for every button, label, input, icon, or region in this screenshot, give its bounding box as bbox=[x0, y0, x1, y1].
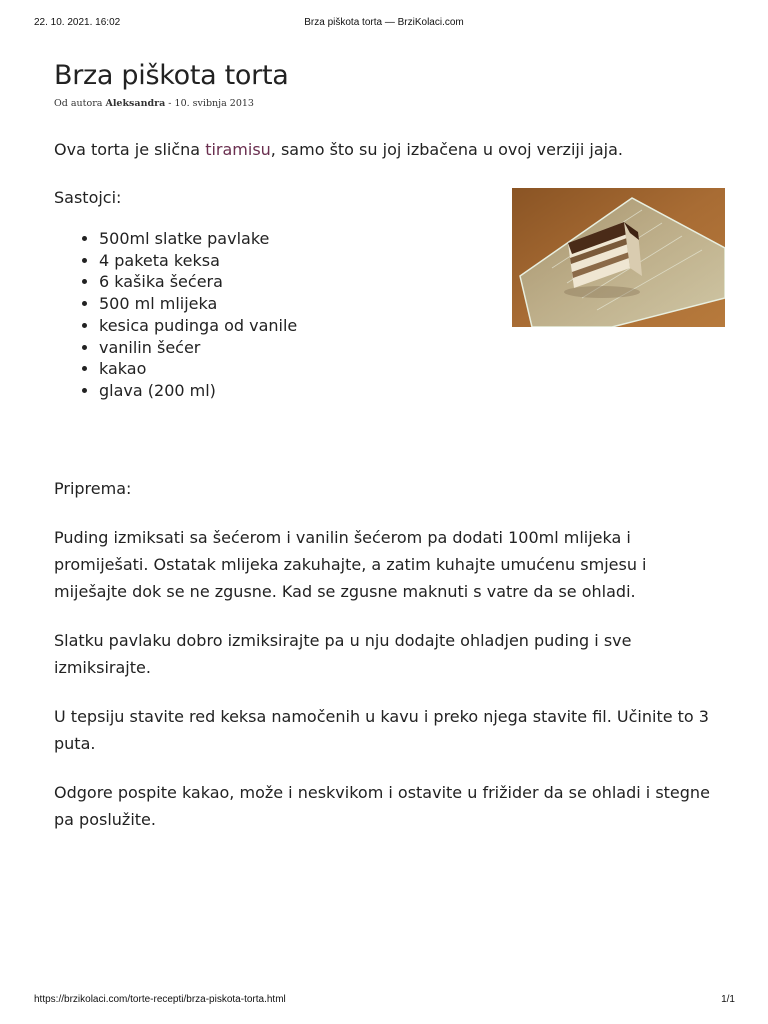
byline-prefix: Od autora bbox=[54, 98, 103, 109]
ingredient-item: • 500 ml mlijeka bbox=[99, 293, 714, 315]
cake-photo bbox=[512, 188, 725, 327]
print-page-number: 1/1 bbox=[721, 994, 735, 1005]
preparation-paragraph: Odgore pospite kakao, može i neskvikom i ostavite u frižider da se ohladi i stegne pa poslužite. bbox=[54, 782, 710, 829]
preparation-heading: Priprema: bbox=[54, 478, 132, 498]
article-title: Brza piškota torta bbox=[54, 60, 289, 91]
tiramisu-link[interactable]: tiramisu bbox=[205, 140, 271, 159]
ingredient-item: • kesica pudinga od vanile bbox=[99, 315, 714, 337]
preparation-paragraph: Puding izmiksati sa šećerom i vanilin šećerom pa dodati 100ml mlijeka i promiješati. Ostatak mlijeka zakuhajte, a zatim kuhajte umućenu smjesu i miješajte dok se ne zgusne. Kad se zgusne maknuti s vatre da se ohladi. bbox=[54, 527, 647, 601]
ingredient-item: • glava (200 ml) bbox=[99, 380, 714, 402]
print-footer bbox=[0, 994, 768, 1008]
intro-text-before: Ova torta je slična bbox=[54, 140, 206, 159]
print-header bbox=[0, 17, 768, 31]
print-url: https://brzikolaci.com/torte-recepti/brza-piskota-torta.html bbox=[34, 994, 286, 1005]
cake-on-glass-plate-photo bbox=[512, 188, 725, 327]
byline-separator: - bbox=[165, 98, 175, 109]
author-link[interactable]: Aleksandra bbox=[105, 98, 166, 109]
ingredient-item: • 500ml slatke pavlake bbox=[99, 228, 714, 250]
intro-paragraph bbox=[54, 136, 714, 163]
article-date: 10. svibnja 2013 bbox=[174, 98, 254, 109]
ingredients-heading: Sastojci: bbox=[54, 188, 122, 207]
print-datetime: 22. 10. 2021. 16:02 bbox=[34, 17, 121, 28]
preparation-paragraph: U tepsiju stavite red keksa namočenih u kavu i preko njega stavite fil. Učinite to 3 puta. bbox=[54, 706, 709, 753]
intro-text-after: , samo što su joj izbačena u ovoj verziji jaja. bbox=[270, 140, 623, 159]
ingredient-item: • 4 paketa keksa bbox=[99, 250, 714, 272]
article-byline bbox=[54, 98, 254, 109]
print-page-title: Brza piškota torta — BrziKolaci.com bbox=[304, 17, 464, 28]
preparation-paragraph: Slatku pavlaku dobro izmiksirajte pa u nju dodajte ohladjen puding i sve izmiksirajte. bbox=[54, 630, 632, 677]
ingredient-item: • vanilin šećer bbox=[99, 337, 714, 359]
ingredient-item: • kakao bbox=[99, 358, 714, 380]
ingredient-item: • 6 kašika šećera bbox=[99, 271, 714, 293]
